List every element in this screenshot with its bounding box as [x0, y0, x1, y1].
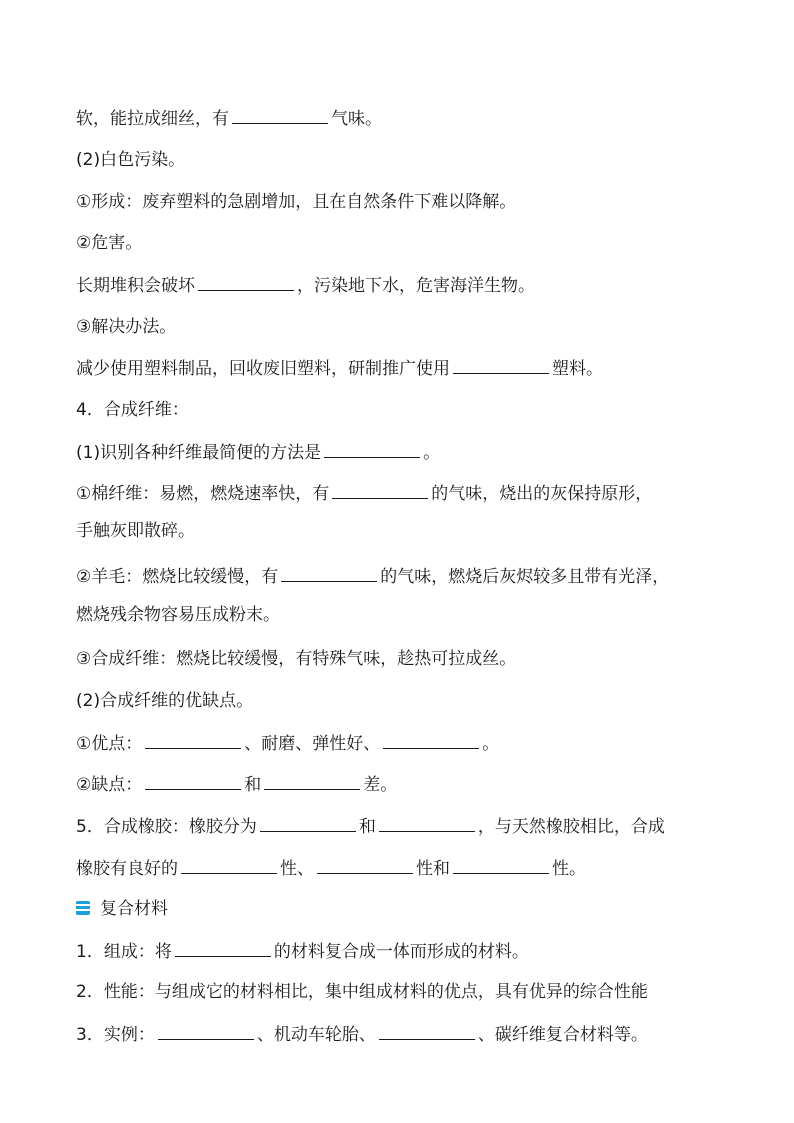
line-5: [76, 274, 535, 297]
line-7: [76, 357, 603, 380]
subheading: (2)合成纤维的优缺点。: [76, 691, 254, 711]
answer-blank[interactable]: [324, 441, 420, 458]
answer-blank[interactable]: [379, 1023, 475, 1040]
text: 和: [358, 817, 376, 837]
line-12: [76, 565, 669, 588]
section-header-composite: [76, 898, 168, 920]
text: (1)识别各种纤维最简便的方法是: [76, 443, 322, 463]
line-17: [76, 773, 397, 796]
answer-blank[interactable]: [175, 940, 271, 957]
text: 、碳纤维复合材料等。: [477, 1025, 648, 1045]
answer-blank[interactable]: [317, 857, 413, 874]
line-9: [76, 441, 440, 464]
text: ①形成：废弃塑料的急剧增加，且在自然条件下难以降解。: [76, 192, 517, 212]
section-heading: 4．合成纤维：: [76, 400, 189, 420]
answer-blank[interactable]: [281, 565, 377, 582]
subheading: (2)白色污染。: [76, 150, 186, 170]
line-21: [76, 940, 529, 963]
text: 减少使用塑料制品，回收废旧塑料，研制推广使用: [76, 359, 450, 379]
line-23: [76, 1023, 648, 1046]
section-list-icon: [76, 901, 90, 915]
text: 气味。: [331, 109, 382, 129]
text: ①优点：: [76, 734, 143, 754]
text: 。: [482, 734, 500, 754]
text: ②羊毛：燃烧比较缓慢，有: [76, 567, 279, 587]
text: 和: [244, 775, 262, 795]
line-3: [76, 191, 516, 213]
line-6: [76, 316, 176, 338]
text: 塑料。: [552, 359, 603, 379]
text: 差。: [363, 775, 398, 795]
text: ，与天然橡胶相比，合成: [477, 817, 665, 837]
text: ②缺点：: [76, 775, 143, 795]
text: 性和: [416, 859, 450, 879]
text: 软，能拉成细丝，有: [76, 109, 229, 129]
answer-blank[interactable]: [453, 857, 549, 874]
section-title: 复合材料: [100, 899, 168, 919]
text: 2．性能：与组成它的材料相比，集中组成材料的优点，具有优异的综合性能: [76, 982, 648, 1002]
text: 性。: [552, 859, 586, 879]
text: ，污染地下水，危害海洋生物。: [297, 276, 535, 296]
text: 长期堆积会破坏: [76, 276, 195, 296]
text: 手触灰即散碎。: [76, 521, 195, 541]
text: 燃烧残余物容易压成粉末。: [76, 605, 280, 625]
answer-blank[interactable]: [260, 815, 356, 832]
line-16: [76, 732, 499, 755]
text: 。: [423, 443, 441, 463]
line-1: [76, 107, 382, 130]
answer-blank[interactable]: [181, 857, 277, 874]
line-15: [76, 690, 253, 712]
line-13: [76, 604, 280, 626]
line-14: [76, 648, 516, 670]
line-2: [76, 149, 185, 171]
text: 1．组成：将: [76, 942, 172, 962]
answer-blank[interactable]: [145, 732, 241, 749]
text: 的材料复合成一体而形成的材料。: [273, 942, 529, 962]
line-8: [76, 399, 189, 421]
line-11: [76, 520, 195, 542]
text: ③解决办法。: [76, 317, 177, 337]
text: 橡胶有良好的: [76, 859, 178, 879]
text: 3．实例：: [76, 1025, 155, 1045]
answer-blank[interactable]: [145, 773, 241, 790]
line-10: [76, 482, 652, 505]
answer-blank[interactable]: [158, 1023, 254, 1040]
answer-blank[interactable]: [379, 815, 475, 832]
answer-blank[interactable]: [232, 107, 328, 124]
text: 的气味，烧出的灰保持原形，: [431, 484, 653, 504]
answer-blank[interactable]: [198, 274, 294, 291]
answer-blank[interactable]: [332, 482, 428, 499]
text: 、耐磨、弹性好、: [244, 734, 381, 754]
text: ①棉纤维：易燃，燃烧速率快，有: [76, 484, 330, 504]
text: 5．合成橡胶：橡胶分为: [76, 817, 257, 837]
line-19: [76, 857, 586, 880]
answer-blank[interactable]: [383, 732, 479, 749]
line-22: [76, 981, 648, 1003]
answer-blank[interactable]: [264, 773, 360, 790]
answer-blank[interactable]: [453, 357, 549, 374]
line-18: [76, 815, 665, 838]
text: 、机动车轮胎、: [256, 1025, 376, 1045]
text: ③合成纤维：燃烧比较缓慢，有特殊气味，趁热可拉成丝。: [76, 649, 517, 669]
line-4: [76, 232, 142, 254]
text: ②危害。: [76, 233, 143, 253]
text: 的气味，燃烧后灰烬较多且带有光泽，: [380, 567, 670, 587]
text: 性、: [280, 859, 314, 879]
